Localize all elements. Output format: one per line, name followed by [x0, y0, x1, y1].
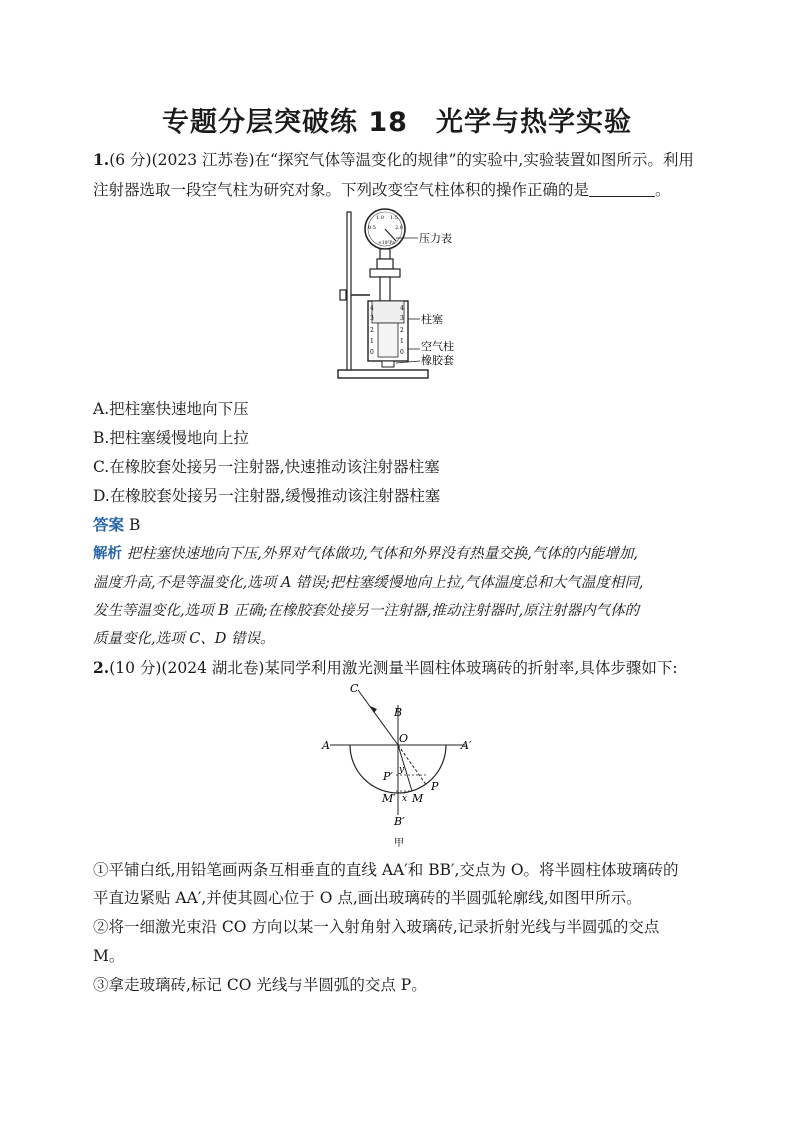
- answer-label: 答案: [93, 515, 125, 534]
- svg-text:1: 1: [370, 338, 374, 345]
- gauge-tick: 2.0: [395, 225, 403, 231]
- label-plunger: 柱塞: [421, 313, 443, 326]
- svg-text:B: B: [394, 706, 403, 719]
- svg-text:A: A: [322, 739, 330, 752]
- q1-stem-line2: [93, 180, 671, 200]
- svg-text:P′: P′: [383, 770, 393, 783]
- option-d: D.在橡胶套处接另一注射器,缓慢推动该注射器柱塞: [93, 487, 441, 505]
- option-a: A.把柱塞快速地向下压: [93, 400, 249, 418]
- svg-text:x: x: [402, 794, 408, 804]
- svg-text:2: 2: [400, 327, 404, 334]
- option-b: B.把柱塞缓慢地向上拉: [93, 429, 249, 447]
- svg-text:C: C: [350, 682, 359, 695]
- svg-text:1: 1: [400, 338, 404, 345]
- svg-text:3: 3: [400, 315, 404, 322]
- step-3: ③拿走玻璃砖,标记 CO 光线与半圆弧的交点 P。: [93, 976, 427, 994]
- gauge-tick: 0.5: [368, 225, 376, 231]
- svg-text:2: 2: [370, 327, 374, 334]
- step-2-line-2: M。: [93, 947, 125, 965]
- svg-text:0: 0: [370, 349, 374, 356]
- svg-text:3: 3: [370, 315, 374, 322]
- answer-value: B: [128, 516, 141, 534]
- explanation-line-4: 质量变化,选项 C、D 错误。: [93, 631, 275, 647]
- svg-text:y: y: [399, 765, 405, 775]
- answer-line: [93, 515, 140, 535]
- figure-caption: 甲: [394, 838, 404, 849]
- option-c: C.在橡胶套处接另一注射器,快速推动该注射器柱塞: [93, 458, 440, 476]
- q1-stem-line1: [93, 150, 694, 170]
- label-gauge: 压力表: [419, 232, 452, 245]
- svg-text:P: P: [431, 780, 439, 793]
- svg-text:4: 4: [400, 305, 404, 312]
- q1-stem-end: 。: [655, 181, 671, 199]
- q2-number: 2.: [93, 658, 110, 677]
- refraction-figure: [310, 680, 490, 850]
- stand-rod: [347, 212, 351, 370]
- explanation-line-2: 温度升高,不是等温变化,选项 A 错误;把柱塞缓慢地向上拉,气体温度总和大气温度相同,: [93, 575, 644, 591]
- step-1-line-2: 平直边紧贴 AA′,并使其圆心位于 O 点,画出玻璃砖的半圆弧轮廓线,如图甲所示。: [93, 889, 642, 907]
- label-rubber-cap: 橡胶套: [421, 354, 454, 367]
- answer-blank[interactable]: [589, 182, 655, 197]
- svg-text:4: 4: [370, 305, 374, 312]
- q2-intro: (10 分)(2024 湖北卷)某同学利用激光测量半圆柱体玻璃砖的折射率,具体步骤如下:: [109, 659, 678, 677]
- page-title: 专题分层突破练 18 光学与热学实验: [162, 107, 632, 138]
- gauge-tick: 1.5: [390, 215, 398, 221]
- svg-text:O: O: [399, 732, 409, 745]
- step-1-line-1: ①平铺白纸,用铅笔画两条互相垂直的直线 AA′和 BB′,交点为 O。将半圆柱体玻璃砖的: [93, 861, 679, 879]
- label-air-column: 空气柱: [421, 340, 454, 353]
- stand-base: [338, 370, 428, 378]
- gauge-tick: 1.0: [376, 215, 384, 221]
- svg-text:M′: M′: [382, 792, 396, 805]
- svg-text:M: M: [412, 792, 424, 805]
- explanation-line-3: 发生等温变化,选项 B 正确;在橡胶套处接另一注射器,推动注射器时,原注射器内气体的: [93, 603, 640, 619]
- syringe-apparatus-figure: [330, 208, 470, 388]
- pressure-gauge-icon: [365, 209, 405, 249]
- q2-stem: [93, 658, 678, 678]
- svg-text:B′: B′: [394, 815, 405, 828]
- explanation-line-1: 解析 把柱塞快速地向下压,外界对气体做功,气体和外界没有热量交换,气体的内能增加,: [93, 545, 639, 562]
- svg-text:0: 0: [400, 349, 404, 356]
- svg-text:A′: A′: [461, 739, 472, 752]
- step-2-line-1: ②将一细激光束沿 CO 方向以某一入射角射入玻璃砖,记录折射光线与半圆弧的交点: [93, 918, 660, 936]
- q1-number: 1.: [93, 150, 110, 169]
- explanation-label: 解析: [93, 545, 122, 562]
- q1-stem-text1: (6 分)(2023 江苏卷)在“探究气体等温变化的规律”的实验中,实验装置如图所示。利用: [109, 151, 694, 169]
- q1-stem-text2: 注射器选取一段空气柱为研究对象。下列改变空气柱体积的操作正确的是: [93, 181, 590, 199]
- gauge-unit: ×10⁵Pa: [378, 241, 395, 246]
